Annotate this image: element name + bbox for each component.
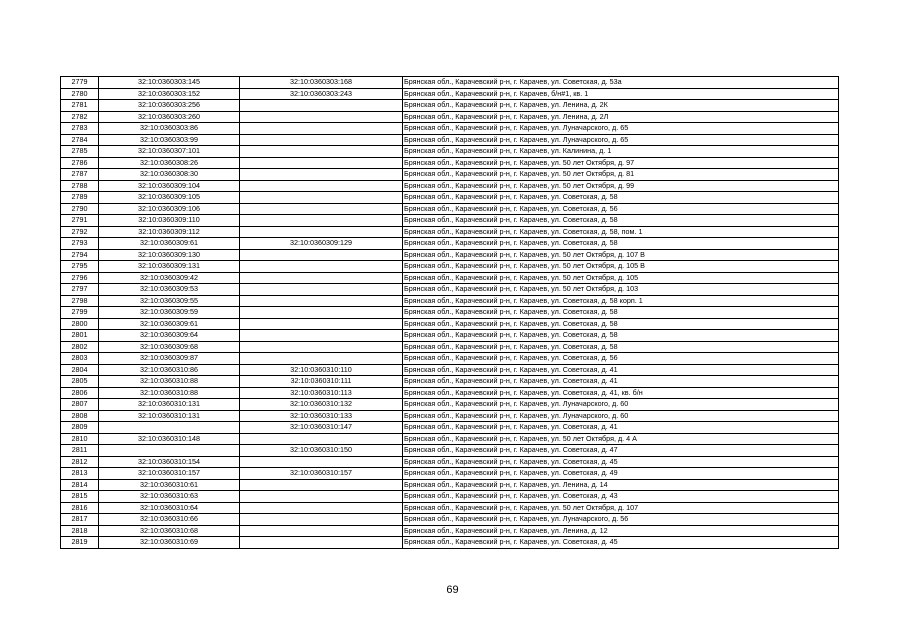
register-table-body <box>61 77 839 549</box>
table-row <box>61 249 839 261</box>
cadastral-number-cell: 32:10:0360310:88 <box>99 376 240 388</box>
cadastral-number-cell: 32:10:0360309:87 <box>99 353 240 365</box>
related-cadastral-number-cell <box>240 157 403 169</box>
cadastral-number-cell: 32:10:0360309:104 <box>99 180 240 192</box>
related-cadastral-number-cell <box>240 353 403 365</box>
row-number-cell: 2811 <box>61 445 99 457</box>
related-cadastral-number-cell <box>240 307 403 319</box>
cadastral-number-cell: 32:10:0360310:68 <box>99 525 240 537</box>
related-cadastral-number-cell <box>240 284 403 296</box>
address-cell: Брянская обл., Карачевский р-н, г. Карачев, ул. Советская, д. 45 <box>403 537 839 549</box>
address-cell: Брянская обл., Карачевский р-н, г. Карачев, ул. Советская, д. 41, кв. б/н <box>403 387 839 399</box>
cadastral-number-cell: 32:10:0360310:61 <box>99 479 240 491</box>
row-number-cell: 2796 <box>61 272 99 284</box>
table-row <box>61 318 839 330</box>
cadastral-number-cell: 32:10:0360310:148 <box>99 433 240 445</box>
cadastral-number-cell: 32:10:0360310:88 <box>99 387 240 399</box>
row-number-cell: 2819 <box>61 537 99 549</box>
address-cell: Брянская обл., Карачевский р-н, г. Карачев, ул. Советская, д. 56 <box>403 203 839 215</box>
table-row <box>61 537 839 549</box>
related-cadastral-number-cell: 32:10:0360310:111 <box>240 376 403 388</box>
cadastral-number-cell: 32:10:0360309:42 <box>99 272 240 284</box>
cadastral-number-cell: 32:10:0360310:86 <box>99 364 240 376</box>
table-row <box>61 387 839 399</box>
cadastral-number-cell: 32:10:0360309:61 <box>99 238 240 250</box>
table-row <box>61 88 839 100</box>
table-row <box>61 284 839 296</box>
address-cell: Брянская обл., Карачевский р-н, г. Карачев, ул. Советская, д. 58 <box>403 341 839 353</box>
related-cadastral-number-cell <box>240 330 403 342</box>
table-row <box>61 422 839 434</box>
table-row <box>61 215 839 227</box>
related-cadastral-number-cell: 32:10:0360309:129 <box>240 238 403 250</box>
cadastral-number-cell: 32:10:0360307:101 <box>99 146 240 158</box>
cadastral-number-cell: 32:10:0360310:131 <box>99 410 240 422</box>
cadastral-number-cell: 32:10:0360310:63 <box>99 491 240 503</box>
table-row <box>61 111 839 123</box>
table-row <box>61 77 839 89</box>
address-cell: Брянская обл., Карачевский р-н, г. Карачев, ул. Советская, д. 58 <box>403 192 839 204</box>
related-cadastral-number-cell <box>240 272 403 284</box>
cadastral-number-cell: 32:10:0360310:131 <box>99 399 240 411</box>
row-number-cell: 2802 <box>61 341 99 353</box>
address-cell: Брянская обл., Карачевский р-н, г. Карачев, ул. 50 лет Октября, д. 105 <box>403 272 839 284</box>
table-row <box>61 445 839 457</box>
cadastral-number-cell: 32:10:0360309:112 <box>99 226 240 238</box>
address-cell: Брянская обл., Карачевский р-н, г. Карачев, ул. 50 лет Октября, д. 97 <box>403 157 839 169</box>
related-cadastral-number-cell <box>240 111 403 123</box>
address-cell: Брянская обл., Карачевский р-н, г. Карачев, ул. Советская, д. 58, пом. 1 <box>403 226 839 238</box>
row-number-cell: 2813 <box>61 468 99 480</box>
table-row <box>61 261 839 273</box>
related-cadastral-number-cell <box>240 169 403 181</box>
address-cell: Брянская обл., Карачевский р-н, г. Карачев, ул. 50 лет Октября, д. 107 В <box>403 249 839 261</box>
cadastral-number-cell <box>99 422 240 434</box>
row-number-cell: 2799 <box>61 307 99 319</box>
table-row <box>61 468 839 480</box>
related-cadastral-number-cell <box>240 479 403 491</box>
related-cadastral-number-cell <box>240 249 403 261</box>
address-cell: Брянская обл., Карачевский р-н, г. Карачев, б/н#1, кв. 1 <box>403 88 839 100</box>
address-cell: Брянская обл., Карачевский р-н, г. Карачев, ул. Луначарского, д. 65 <box>403 134 839 146</box>
table-row <box>61 399 839 411</box>
address-cell: Брянская обл., Карачевский р-н, г. Карачев, ул. Советская, д. 45 <box>403 456 839 468</box>
cadastral-number-cell: 32:10:0360309:110 <box>99 215 240 227</box>
address-cell: Брянская обл., Карачевский р-н, г. Карачев, ул. Ленина, д. 14 <box>403 479 839 491</box>
row-number-cell: 2815 <box>61 491 99 503</box>
address-cell: Брянская обл., Карачевский р-н, г. Карачев, ул. Советская, д. 41 <box>403 364 839 376</box>
cadastral-number-cell: 32:10:0360303:260 <box>99 111 240 123</box>
cadastral-number-cell: 32:10:0360310:66 <box>99 514 240 526</box>
address-cell: Брянская обл., Карачевский р-н, г. Карачев, ул. Луначарского, д. 65 <box>403 123 839 135</box>
row-number-cell: 2818 <box>61 525 99 537</box>
cadastral-number-cell: 32:10:0360308:30 <box>99 169 240 181</box>
row-number-cell: 2812 <box>61 456 99 468</box>
table-row <box>61 226 839 238</box>
address-cell: Брянская обл., Карачевский р-н, г. Карачев, ул. 50 лет Октября, д. 4 А <box>403 433 839 445</box>
related-cadastral-number-cell: 32:10:0360310:132 <box>240 399 403 411</box>
cadastral-number-cell: 32:10:0360303:99 <box>99 134 240 146</box>
page-number: 69 <box>446 584 459 596</box>
table-row <box>61 146 839 158</box>
address-cell: Брянская обл., Карачевский р-н, г. Карачев, ул. Советская, д. 58 <box>403 330 839 342</box>
row-number-cell: 2794 <box>61 249 99 261</box>
row-number-cell: 2800 <box>61 318 99 330</box>
row-number-cell: 2779 <box>61 77 99 89</box>
table-row <box>61 203 839 215</box>
row-number-cell: 2807 <box>61 399 99 411</box>
row-number-cell: 2782 <box>61 111 99 123</box>
table-row <box>61 272 839 284</box>
row-number-cell: 2803 <box>61 353 99 365</box>
row-number-cell: 2791 <box>61 215 99 227</box>
related-cadastral-number-cell <box>240 537 403 549</box>
cadastral-number-cell: 32:10:0360303:145 <box>99 77 240 89</box>
cadastral-number-cell: 32:10:0360309:68 <box>99 341 240 353</box>
address-cell: Брянская обл., Карачевский р-н, г. Карачев, ул. Советская, д. 58 <box>403 318 839 330</box>
related-cadastral-number-cell <box>240 514 403 526</box>
related-cadastral-number-cell <box>240 100 403 112</box>
cadastral-number-cell: 32:10:0360310:154 <box>99 456 240 468</box>
table-row <box>61 192 839 204</box>
address-cell: Брянская обл., Карачевский р-н, г. Карачев, ул. Ленина, д. 12 <box>403 525 839 537</box>
row-number-cell: 2809 <box>61 422 99 434</box>
row-number-cell: 2814 <box>61 479 99 491</box>
table-row <box>61 341 839 353</box>
row-number-cell: 2792 <box>61 226 99 238</box>
cadastral-number-cell: 32:10:0360303:152 <box>99 88 240 100</box>
table-row <box>61 295 839 307</box>
related-cadastral-number-cell <box>240 318 403 330</box>
table-row <box>61 433 839 445</box>
related-cadastral-number-cell <box>240 226 403 238</box>
table-row <box>61 100 839 112</box>
related-cadastral-number-cell <box>240 146 403 158</box>
related-cadastral-number-cell <box>240 215 403 227</box>
row-number-cell: 2801 <box>61 330 99 342</box>
address-cell: Брянская обл., Карачевский р-н, г. Карачев, ул. Ленина, д. 2Л <box>403 111 839 123</box>
cadastral-number-cell: 32:10:0360310:64 <box>99 502 240 514</box>
related-cadastral-number-cell: 32:10:0360303:168 <box>240 77 403 89</box>
row-number-cell: 2785 <box>61 146 99 158</box>
related-cadastral-number-cell <box>240 491 403 503</box>
related-cadastral-number-cell <box>240 261 403 273</box>
address-cell: Брянская обл., Карачевский р-н, г. Карачев, ул. 50 лет Октября, д. 103 <box>403 284 839 296</box>
row-number-cell: 2798 <box>61 295 99 307</box>
address-cell: Брянская обл., Карачевский р-н, г. Карачев, ул. 50 лет Октября, д. 107 <box>403 502 839 514</box>
row-number-cell: 2781 <box>61 100 99 112</box>
address-cell: Брянская обл., Карачевский р-н, г. Карачев, ул. Советская, д. 41 <box>403 422 839 434</box>
cadastral-number-cell: 32:10:0360309:106 <box>99 203 240 215</box>
cadastral-number-cell: 32:10:0360309:55 <box>99 295 240 307</box>
table-row <box>61 123 839 135</box>
address-cell: Брянская обл., Карачевский р-н, г. Карачев, ул. Советская, д. 43 <box>403 491 839 503</box>
row-number-cell: 2797 <box>61 284 99 296</box>
cadastral-number-cell: 32:10:0360303:86 <box>99 123 240 135</box>
related-cadastral-number-cell <box>240 433 403 445</box>
table-row <box>61 307 839 319</box>
table-row <box>61 157 839 169</box>
related-cadastral-number-cell: 32:10:0360310:147 <box>240 422 403 434</box>
related-cadastral-number-cell <box>240 456 403 468</box>
cadastral-number-cell: 32:10:0360308:26 <box>99 157 240 169</box>
address-cell: Брянская обл., Карачевский р-н, г. Карачев, ул. Советская, д. 47 <box>403 445 839 457</box>
cadastral-number-cell: 32:10:0360309:130 <box>99 249 240 261</box>
row-number-cell: 2786 <box>61 157 99 169</box>
cadastral-number-cell: 32:10:0360303:256 <box>99 100 240 112</box>
address-cell: Брянская обл., Карачевский р-н, г. Карачев, ул. Советская, д. 41 <box>403 376 839 388</box>
related-cadastral-number-cell: 32:10:0360310:133 <box>240 410 403 422</box>
row-number-cell: 2793 <box>61 238 99 250</box>
row-number-cell: 2787 <box>61 169 99 181</box>
related-cadastral-number-cell: 32:10:0360310:113 <box>240 387 403 399</box>
row-number-cell: 2789 <box>61 192 99 204</box>
table-row <box>61 353 839 365</box>
address-cell: Брянская обл., Карачевский р-н, г. Карачев, ул. Советская, д. 58 корп. 1 <box>403 295 839 307</box>
row-number-cell: 2810 <box>61 433 99 445</box>
related-cadastral-number-cell <box>240 525 403 537</box>
address-cell: Брянская обл., Карачевский р-н, г. Карачев, ул. Ленина, д. 2К <box>403 100 839 112</box>
table-row <box>61 456 839 468</box>
related-cadastral-number-cell <box>240 123 403 135</box>
table-row <box>61 364 839 376</box>
table-row <box>61 238 839 250</box>
cadastral-number-cell: 32:10:0360309:105 <box>99 192 240 204</box>
table-row <box>61 410 839 422</box>
cadastral-number-cell: 32:10:0360309:53 <box>99 284 240 296</box>
row-number-cell: 2795 <box>61 261 99 273</box>
cadastral-number-cell: 32:10:0360310:157 <box>99 468 240 480</box>
cadastral-number-cell: 32:10:0360309:64 <box>99 330 240 342</box>
address-cell: Брянская обл., Карачевский р-н, г. Карачев, ул. Луначарского, д. 56 <box>403 514 839 526</box>
table-row <box>61 376 839 388</box>
row-number-cell: 2783 <box>61 123 99 135</box>
related-cadastral-number-cell <box>240 134 403 146</box>
table-row <box>61 502 839 514</box>
address-cell: Брянская обл., Карачевский р-н, г. Карачев, ул. Советская, д. 58 <box>403 307 839 319</box>
cadastral-number-cell <box>99 445 240 457</box>
row-number-cell: 2806 <box>61 387 99 399</box>
row-number-cell: 2790 <box>61 203 99 215</box>
table-row <box>61 330 839 342</box>
table-row <box>61 479 839 491</box>
table-row <box>61 491 839 503</box>
related-cadastral-number-cell <box>240 341 403 353</box>
row-number-cell: 2780 <box>61 88 99 100</box>
address-cell: Брянская обл., Карачевский р-н, г. Карачев, ул. 50 лет Октября, д. 99 <box>403 180 839 192</box>
address-cell: Брянская обл., Карачевский р-н, г. Карачев, ул. Советская, д. 53а <box>403 77 839 89</box>
related-cadastral-number-cell: 32:10:0360303:243 <box>240 88 403 100</box>
row-number-cell: 2804 <box>61 364 99 376</box>
related-cadastral-number-cell: 32:10:0360310:110 <box>240 364 403 376</box>
table-row <box>61 180 839 192</box>
table-row <box>61 525 839 537</box>
property-register-table <box>60 76 839 549</box>
address-cell: Брянская обл., Карачевский р-н, г. Карачев, ул. Луначарского, д. 60 <box>403 410 839 422</box>
related-cadastral-number-cell <box>240 502 403 514</box>
address-cell: Брянская обл., Карачевский р-н, г. Карачев, ул. 50 лет Октября, д. 81 <box>403 169 839 181</box>
related-cadastral-number-cell <box>240 180 403 192</box>
address-cell: Брянская обл., Карачевский р-н, г. Карачев, ул. Советская, д. 49 <box>403 468 839 480</box>
address-cell: Брянская обл., Карачевский р-н, г. Карачев, ул. Советская, д. 58 <box>403 215 839 227</box>
address-cell: Брянская обл., Карачевский р-н, г. Карачев, ул. Советская, д. 56 <box>403 353 839 365</box>
row-number-cell: 2788 <box>61 180 99 192</box>
row-number-cell: 2784 <box>61 134 99 146</box>
cadastral-number-cell: 32:10:0360310:69 <box>99 537 240 549</box>
related-cadastral-number-cell: 32:10:0360310:157 <box>240 468 403 480</box>
table-row <box>61 134 839 146</box>
row-number-cell: 2817 <box>61 514 99 526</box>
related-cadastral-number-cell: 32:10:0360310:150 <box>240 445 403 457</box>
related-cadastral-number-cell <box>240 203 403 215</box>
address-cell: Брянская обл., Карачевский р-н, г. Карачев, ул. Советская, д. 58 <box>403 238 839 250</box>
table-row <box>61 169 839 181</box>
address-cell: Брянская обл., Карачевский р-н, г. Карачев, ул. 50 лет Октября, д. 105 В <box>403 261 839 273</box>
table-row <box>61 514 839 526</box>
cadastral-number-cell: 32:10:0360309:59 <box>99 307 240 319</box>
row-number-cell: 2805 <box>61 376 99 388</box>
cadastral-number-cell: 32:10:0360309:61 <box>99 318 240 330</box>
row-number-cell: 2816 <box>61 502 99 514</box>
address-cell: Брянская обл., Карачевский р-н, г. Карачев, ул. Луначарского, д. 60 <box>403 399 839 411</box>
row-number-cell: 2808 <box>61 410 99 422</box>
related-cadastral-number-cell <box>240 295 403 307</box>
address-cell: Брянская обл., Карачевский р-н, г. Карачев, ул. Калинина, д. 1 <box>403 146 839 158</box>
cadastral-number-cell: 32:10:0360309:131 <box>99 261 240 273</box>
related-cadastral-number-cell <box>240 192 403 204</box>
